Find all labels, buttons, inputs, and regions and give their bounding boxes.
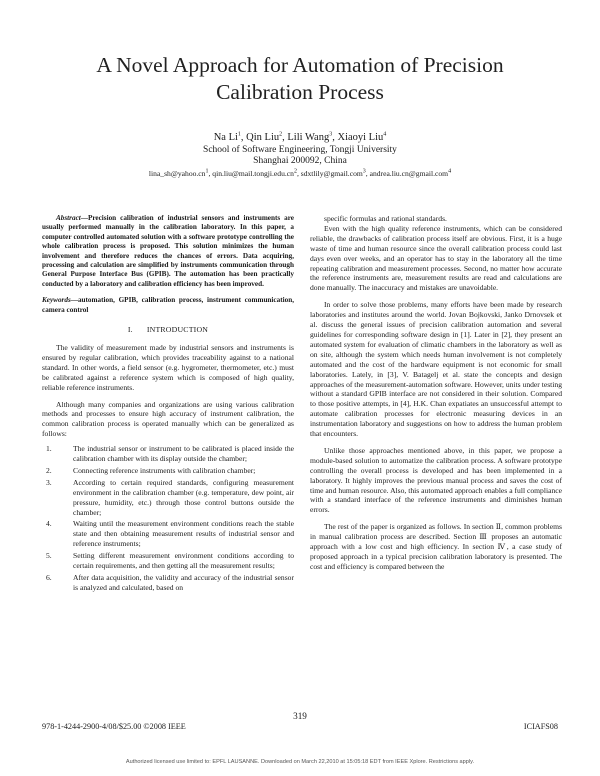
author-sup: 1 xyxy=(237,131,241,138)
list-item-text: Setting different measurement environment conditions according to certain requirements, and then getting all the measurement results; xyxy=(73,551,294,571)
author-sup: 4 xyxy=(383,131,387,138)
section-heading-introduction xyxy=(42,325,294,335)
author-sup: 3 xyxy=(329,131,333,138)
list-item xyxy=(42,466,294,476)
email-sup: 4 xyxy=(448,167,452,174)
list-item xyxy=(42,444,294,464)
author-emails: $lina\_sh@yahoo.cn^1$, $qin.liu@mail.tongji.edu.cn^2$, sdxtlily@gmail.com$^3$, andrea.liu.cn@gmail.com$^4$ xyxy=(148,167,452,178)
list-item-number: 2. xyxy=(46,465,52,475)
list-item-number: 6. xyxy=(46,573,52,582)
email-address: lina_sh@yahoo.cn xyxy=(148,168,206,178)
list-item-text: After data acquisition, the validity and accuracy of the industrial sensor is analyzed and calculated, based on xyxy=(73,573,294,592)
paragraph: In order to solve those problems, many efforts have been made by research laboratories and institutes around the world. Jovan Bojkovski, Janko Drnovsek et al. discuss the general issues of precision calibration automation and several guidelines for corresponding software design in [1]. Later in [2], they present an automated system for evaluation of climatic chambers in the laboratory as well as on site, although the system which needs human involvement is not completely automated and the cost of the hardware equipment is not economic for small laboratories. Lately, in [3], V. Batagelj et al. state the concepts and design approaches of the measurement-automation software. However, units under testing without a standard GPIB interface are not considered in their solution. Compared to those positive attempts, in [4], H.K. Chan expatiates an unsuccessful attempt to automate calibration processes for electronic measuring devices in an instrumentation laboratory and suggestions on how to address the human problem that encounters. xyxy=(310,300,562,439)
keywords xyxy=(42,296,294,315)
paragraph: Unlike those approaches mentioned above, in this paper, we propose a module-based solution to automatize the calibration process. A software prototype controlling the overall process is developed and has been implemented in a laboratory. It highly improves the previous manual process and saves the cost of time and human resource. Also, this automated approach enables a full compliance with a standard interface of the reference instruments and diminishes human errors. xyxy=(310,445,562,515)
email-address: qin.liu@mail.tongji.edu.cn xyxy=(212,168,294,178)
author-name: Na Li xyxy=(213,132,238,143)
email-address: andrea.liu.cn@gmail.com xyxy=(369,168,449,178)
left-column xyxy=(42,214,294,595)
paper-title xyxy=(40,52,560,106)
footer-conference: ICIAFS08 xyxy=(523,722,558,731)
title-line-1: A Novel Approach for Automation of Precision xyxy=(96,53,504,77)
affiliation-line-1: School of Software Engineering, Tongji University xyxy=(203,144,397,155)
abstract xyxy=(42,214,294,289)
author-sup: 2 xyxy=(279,131,283,138)
paragraph: Even with the high quality reference instruments, which can be considered reliable, the drawbacks of calibration process itself are obvious. First, it is a huge waste of time and human resource since the overall calibration process could last days even over weeks, and an operator has to stay in the laboratory all the time repeating calibration and measurement processes. Second, no matter how accurate the reference instruments are, measurement results are read and calculations are done manually. The inaccuracy and mistakes are unavoidable. xyxy=(310,223,562,293)
list-item xyxy=(42,478,294,518)
footer-isbn: 978-1-4244-2900-4/08/$25.00 ©2008 IEEE xyxy=(42,722,186,731)
abstract-text: —Precision calibration of industrial sensors and instruments are usually performed manually in the calibration laboratory. In this paper, a computer controlled automated solution with a software prototype controlling the whole calibration process is proposed. This solution minimizes the human involvement and therefore reduces the chances of errors. Data acquiring, processing and calculation are simplified by instruments communication through General Purpose Interface Bus (GPIB). The automation has been practically conducted by a laboratory and calibration efficiency has been improved. xyxy=(42,214,294,288)
section-numeral: I. xyxy=(127,325,133,335)
calibration-steps-list xyxy=(42,444,294,593)
list-item-number: 5. xyxy=(46,551,52,561)
paragraph: The validity of measurement made by industrial sensors and instruments is ensured by regular calibration, which provides traceability against to a national standard. In other words, a field sensor (e.g. hygrometer, thermometer, etc.) must be calibrated against a reference system which is composed of high quality, reliable reference instruments. xyxy=(42,342,294,392)
list-item xyxy=(42,573,294,593)
author-block xyxy=(0,132,600,179)
abstract-label: Abstract xyxy=(56,214,81,222)
list-item-text: Waiting until the measurement environment conditions reach the stable state and then obtaining measurement results of industrial sensor and reference instruments; xyxy=(73,519,294,549)
paragraph: The rest of the paper is organized as follows. In section Ⅱ, common problems in manual calibration process are described. Section Ⅲ proposes an automatic approach with a low cost and high efficiency. In section Ⅳ, a case study of proposed approach in a typical precision calibration laboratory is presented. The cost and efficiency is compared between the xyxy=(310,522,562,571)
email-sup: 1 xyxy=(205,167,209,174)
section-title-rest: NTRODUCTION xyxy=(149,325,209,335)
list-item xyxy=(42,519,294,549)
author-name: Lili Wang xyxy=(287,132,330,143)
paragraph: specific formulas and rational standards. xyxy=(324,214,447,223)
right-column xyxy=(310,214,562,572)
section-first-letter: I xyxy=(146,325,150,335)
list-item-number: 1. xyxy=(46,444,52,454)
author-name: Qin Liu xyxy=(246,132,280,143)
email-address: sdxtlily@gmail.com xyxy=(300,168,363,178)
page-number: 319 xyxy=(293,711,307,721)
email-sup: 2 xyxy=(293,167,297,174)
author-names: Na Li$^1$, Qin Liu$^2$, Lili Wang$^3$, Xiaoyi Liu$^4$ xyxy=(213,131,387,143)
affiliation-line-2: Shanghai 200092, China xyxy=(253,156,347,166)
list-item-text: Connecting reference instruments with calibration chamber; xyxy=(73,465,256,475)
title-line-2: Calibration Process xyxy=(216,80,384,104)
keywords-label: Keywords xyxy=(42,296,71,305)
list-item xyxy=(42,551,294,571)
license-notice: Authorized licensed use limited to: EPFL LAUSANNE. Downloaded on March 22,2010 at 15:05:18 EDT from IEEE Xplore. Restrictions apply. xyxy=(125,759,475,765)
list-item-number: 3. xyxy=(46,477,52,487)
list-item-number: 4. xyxy=(46,519,52,529)
list-item-text: The industrial sensor or instrument to be calibrated is placed inside the calibration chamber with its display outside the chamber; xyxy=(73,444,294,464)
keywords-text: —automation, GPIB, calibration process, instrument communication, camera control xyxy=(42,296,294,314)
email-sup: 3 xyxy=(362,167,366,174)
paragraph: Although many companies and organizations are using various calibration methods and processes to ensure high accuracy of instrument calibration, the common calibration process is operated manually which can be generalized as follows: xyxy=(42,399,294,439)
author-name: Xiaoyi Liu xyxy=(337,132,384,143)
list-item-text: According to certain required standards, configuring measurement environment in the calibration chamber (e.g. temperature, dew point, air pressure, humidity, etc.) through those control buttons outside the chamber; xyxy=(73,477,294,517)
